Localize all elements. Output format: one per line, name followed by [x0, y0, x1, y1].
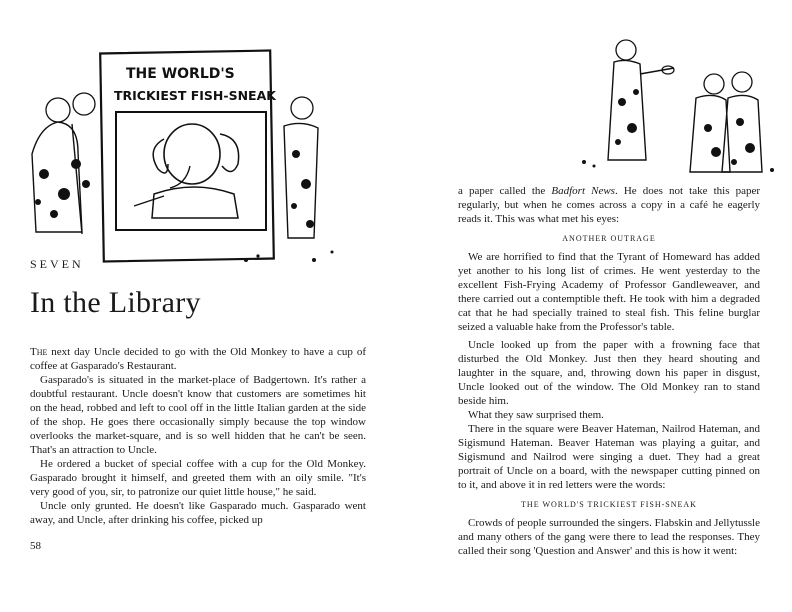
hatemans-with-portrait-illustration: [14, 34, 344, 270]
page-number: 58: [30, 540, 41, 552]
chapter-number: SEVEN: [30, 257, 84, 271]
paragraph: We are horrified to find that the Tyrant of Homeward has added yet another to his long list of crimes. He went yesterday to the excellent Fish-Frying Academy of Professor Gandleweaver, and there carried out a contemptible theft. He took with him a degraded cat that he had specially trained to steal fish. This feline burglar seized a valuable hake from the Professor's table.: [458, 251, 760, 333]
left-body-text: [30, 345, 366, 527]
dropcap: The: [30, 346, 48, 358]
paragraph: Uncle only grunted. He doesn't like Gasparado much. Gasparado went away, and Uncle, after drinking his coffee, picked up: [30, 500, 366, 526]
paragraph: Uncle looked up from the paper with a frowning face that disturbed the Old Monkey. Just then they heard shouting and laughter in the square, and, throwing down his paper in disgust, Uncle looked out of the window. The Old Monkey ran to stand beside him.: [458, 339, 760, 407]
paragraph: Gasparado's is situated in the market-place of Badgertown. It's rather a doubtful restaurant. Uncle doesn't know that customers are sometimes hit on the head, robbed and left to cool off in the little Italian garden at the side of the shop. He goes there occasionally simply because the top window overlooks the market-square, and is so well hidden that he can't be seen. That's an attraction to Uncle.: [30, 374, 366, 456]
chapter-title: In the Library: [30, 286, 201, 319]
news-heading: ANOTHER OUTRAGE: [562, 234, 656, 243]
paragraph: There in the square were Beaver Hateman, Nailrod Hateman, and Sigismund Hateman. Beaver Hateman was playing a guitar, and Sigismund and Nailrod were singing a duet. They had a great portrait of Uncle on a board, with the newspaper cutting pinned on to it, and above it in red letters were the words:: [458, 423, 760, 491]
right-body-text: [458, 184, 760, 558]
sign-heading: THE WORLD'S TRICKIEST FISH-SNEAK: [521, 500, 697, 509]
paragraph: a paper called the Badfort News. He does not take this paper regularly, but when he comes across a copy in a café he eagerly reads it. This was what met his eyes:: [458, 185, 761, 225]
paragraph: What they saw surprised them.: [468, 409, 604, 421]
paragraph: He ordered a bucket of special coffee with a cup for the Old Monkey. Gasparado brought it himself, and greeted them with an oily smile. "It's very good of you, sir, to patronize our quiet little house," he said.: [30, 458, 366, 498]
right-page: [396, 0, 792, 612]
hatemans-singing-illustration: [564, 32, 784, 184]
paragraph: The next day Uncle decided to go with the Old Monkey to have a cup of coffee at Gasparado's Restaurant.: [30, 346, 366, 372]
newspaper-name: Badfort News: [551, 185, 615, 197]
sign-text-line2: TRICKIEST FISH-SNEAK: [114, 88, 276, 103]
sign-text-line1: THE WORLD'S: [126, 66, 235, 82]
news-article: [458, 250, 760, 334]
paragraph: Crowds of people surrounded the singers. Flabskin and Jellytussle and many others of the gang were there to lead the responses. They called their song 'Question and Answer' and this is how it went:: [458, 517, 760, 557]
